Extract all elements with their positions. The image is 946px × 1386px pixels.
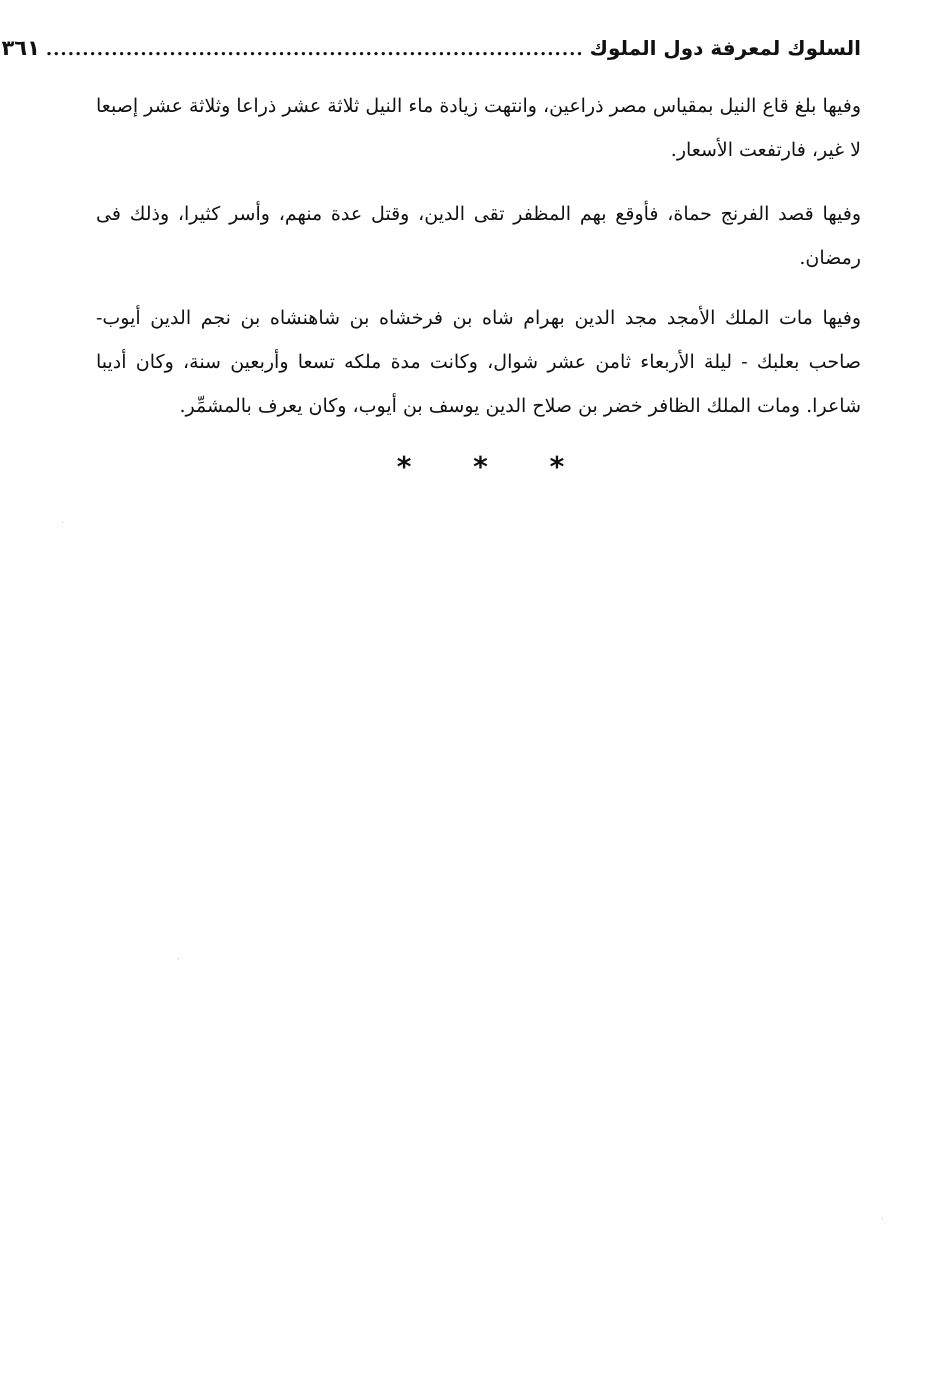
scan-speck: [882, 1218, 883, 1219]
paragraph-nile-flood: وفيها بلغ قاع النيل بمقياس مصر ذراعين، وانتهت زيادة ماء النيل ثلاثة عشر ذراعا وثلاثة عشر إصبعا لا غير، فارتفعت الأسعار.: [96, 95, 861, 161]
scan-speck: [62, 522, 63, 523]
running-header: [1, 36, 861, 70]
book-page: [1, 36, 861, 483]
header-leader-dots: ..........................................................................: [45, 39, 584, 60]
paragraph-hama-raid: وفيها قصد الفرنج حماة، فأوقع بهم المظفر تقى الدين، وقتل عدة منهم، وأسر كثيرا، وذلك فى رمضان.: [96, 203, 861, 269]
section-divider-stars: * * *: [396, 450, 591, 483]
paragraph-deaths: وفيها مات الملك الأمجد مجد الدين بهرام شاه بن فرخشاه بن شاهنشاه بن نجم الدين أيوب- صاحب بعلبك - ليلة الأربعاء ثامن عشر شوال، وكانت مدة ملكه تسعا وأربعين سنة، وكان أديبا شاعرا. ومات الملك الظافر خضر بن صلاح الدين يوسف بن أيوب، وكان يعرف بالمشمِّر.: [96, 307, 861, 417]
book-title: السلوك لمعرفة دول الملوك: [589, 36, 861, 60]
page-number: ٣٦١: [1, 36, 40, 60]
scan-speck: [178, 958, 179, 959]
